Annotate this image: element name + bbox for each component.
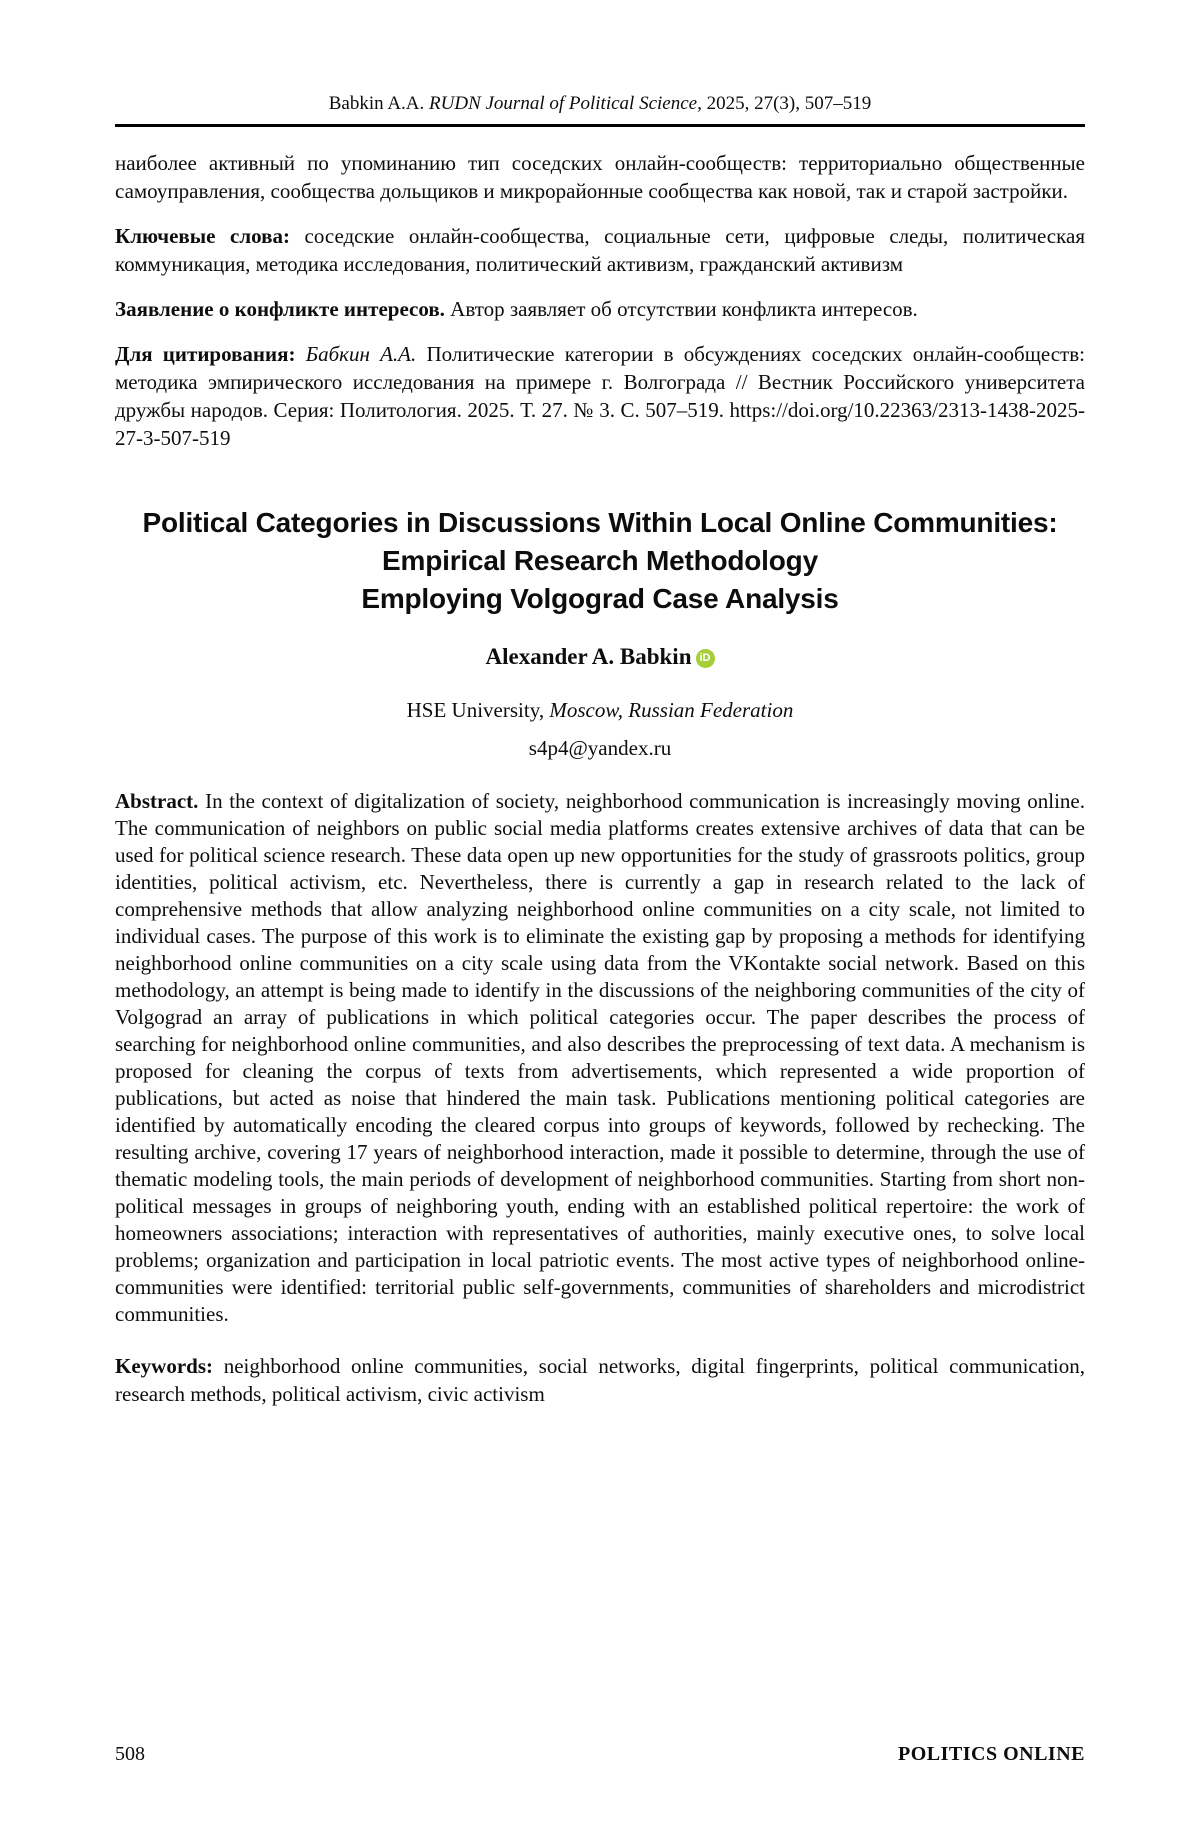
author-line [115, 644, 1085, 670]
running-head-journal: RUDN Journal of Political Science, [429, 93, 702, 114]
english-keywords-paragraph [115, 1352, 1085, 1408]
citation-text: Политические категории в обсуждениях соседских онлайн-сообществ: методика эмпирического исследования на примере г. Волгограда // Вестник Российского университета дружбы народов. Серия: Политология. 2025. Т. 27. № 3. С. 507–519. [115, 342, 1085, 422]
affiliation-institution: HSE University, [406, 698, 550, 722]
article-title-line3: Employing Volgograd Case Analysis [361, 583, 839, 614]
abstract-label: Abstract. [115, 789, 199, 813]
article-title [115, 504, 1085, 618]
citation-author: Бабкин А.А. [295, 342, 417, 366]
conflict-text: Автор заявляет об отсутствии конфликта интересов. [444, 297, 918, 321]
conflict-statement-paragraph [115, 295, 1085, 323]
russian-keywords-paragraph [115, 222, 1085, 278]
abstract-text: In the context of digitalization of society, neighborhood communication is increasingly moving online. The communication of neighbors on public social media platforms creates extensive archives of data that can be used for political science research. These data open up new opportunities for the study of grassroots politics, group identities, political activism, etc. Nevertheless, there is currently a gap in research related to the lack of comprehensive methods that allow analyzing neighborhood online communities on a city scale, not limited to individual cases. The purpose of this work is to eliminate the existing gap by proposing a methods for identifying neighborhood online communities on a city scale using data from the VKontakte social network. Based on this methodology, an attempt is being made to identify in the discussions of the neighboring communities of the city of Volgograd an array of publications in which political categories occur. The paper describes the process of searching for neighborhood online communities, and also describes the preprocessing of text data. A mechanism is proposed for cleaning the corpus of texts from advertisements, which represented a wide proportion of publications, but acted as noise that hindered the main task. Publications mentioning political categories are identified by automatically encoding the cleared corpus into groups of keywords, followed by rechecking. The resulting archive, covering 17 years of neighborhood interaction, made it possible to determine, through the use of thematic modeling tools, the main periods of development of neighborhood communities. Starting from short non-political messages in groups of neighboring youth, ending with an established political repertoire: the work of homeowners associations; interaction with representatives of authorities, mainly executive ones, to solve local problems; organization and participation in local patriotic events. The most active types of neighborhood online-communities were identified: territorial public self-governments, communities of shareholders and microdistrict communities. [115, 789, 1085, 1326]
citation-label: Для цитирования: [115, 342, 296, 366]
email-line [115, 734, 1085, 762]
russian-continuation-paragraph [115, 149, 1085, 205]
running-head-issue: 2025, 27(3), 507–519 [701, 93, 872, 114]
english-keywords-label: Keywords: [115, 1354, 213, 1378]
conflict-label: Заявление о конфликте интересов. [115, 297, 445, 321]
russian-keywords-text: соседские онлайн-сообщества, социальные сети, цифровые следы, политическая коммуникация, методика исследования, политический активизм, гражданский активизм [115, 224, 1085, 276]
russian-keywords-label: Ключевые слова: [115, 224, 290, 248]
english-keywords-text: neighborhood online communities, social networks, digital fingerprints, political communication, research methods, political activism, civic activism [115, 1354, 1085, 1406]
russian-continuation-text: наиболее активный по упоминанию тип соседских онлайн-сообществ: территориально общественные самоуправления, сообщества дольщиков и микрорайонные сообщества как новой, так и старой застройки. [115, 151, 1085, 203]
article-title-line1: Political Categories in Discussions Within Local Online Communities: [142, 507, 1058, 538]
orcid-icon[interactable]: iD [696, 649, 715, 668]
header-rule [115, 124, 1085, 127]
author-name: Alexander A. Babkin [485, 644, 692, 669]
doi-link[interactable]: https://doi.org/10.22363/2313-1438-2025-27-3-507-519 [115, 398, 1085, 450]
article-title-line2: Empirical Research Methodology [382, 545, 818, 576]
citation-paragraph [115, 340, 1085, 452]
page-body [115, 149, 1085, 1408]
author-email-link[interactable]: s4p4@yandex.ru [528, 736, 672, 760]
page-footer [115, 1743, 1085, 1766]
abstract-paragraph [115, 788, 1085, 1328]
affiliation-line [115, 696, 1085, 724]
footer-section-title: POLITICS ONLINE [898, 1743, 1085, 1765]
page-number: 508 [115, 1743, 145, 1765]
running-head-author: Babkin A.A. [328, 93, 430, 114]
running-header [115, 92, 1085, 127]
affiliation-location: Moscow, Russian Federation [549, 698, 794, 722]
running-head-text [115, 92, 1085, 124]
